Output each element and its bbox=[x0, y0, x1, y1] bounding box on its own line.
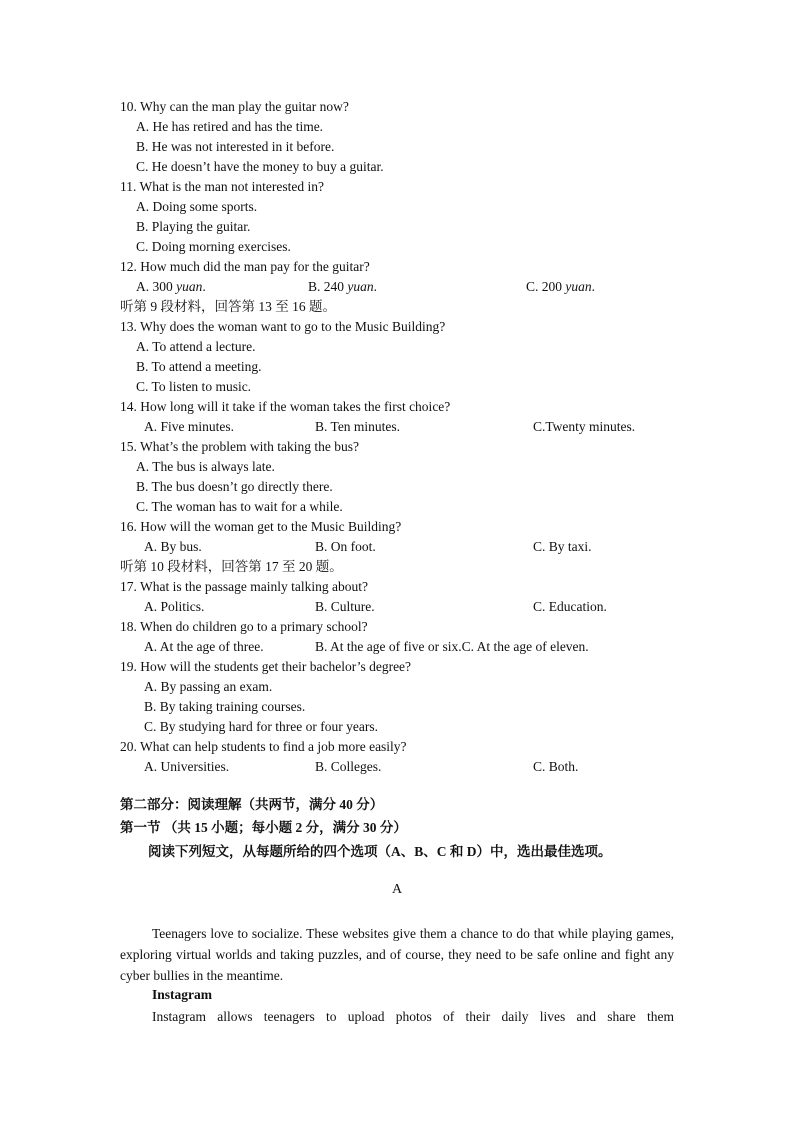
option-b: B. He was not interested in it before. bbox=[136, 139, 335, 154]
option-b: B. On foot. bbox=[315, 539, 376, 554]
question-15 bbox=[0, 437, 794, 457]
question-10 bbox=[0, 97, 794, 117]
option-a: A. 300 yuan. bbox=[136, 279, 206, 294]
option-row bbox=[0, 117, 794, 137]
question-17 bbox=[0, 577, 794, 597]
option-row bbox=[0, 237, 794, 257]
reading-instruction: 阅读下列短文，从每题所给的四个选项（A、B、C 和 D）中，选出最佳选项。 bbox=[148, 844, 612, 859]
option-b: B. Colleges. bbox=[315, 759, 382, 774]
option-row bbox=[0, 377, 794, 397]
question-stem: 10. Why can the man play the guitar now? bbox=[120, 99, 349, 114]
option-row bbox=[0, 497, 794, 517]
option-a: A. By passing an exam. bbox=[144, 679, 273, 694]
part-title: 第二部分：阅读理解（共两节，满分 40 分） bbox=[120, 797, 384, 812]
option-a: A. The bus is always late. bbox=[136, 459, 275, 474]
option-b: B. By taking training courses. bbox=[144, 699, 306, 714]
question-stem: 18. When do children go to a primary school? bbox=[120, 619, 368, 634]
option-row bbox=[0, 337, 794, 357]
passage-paragraph: Teenagers love to socialize. These websites give them a chance to do that while playing games, exploring virtual worlds and taking puzzles, and of course, they need to be safe online and fight any cyber bullies in the meantime. bbox=[120, 926, 674, 983]
option-c: C. By studying hard for three or four years. bbox=[144, 719, 378, 734]
option-row bbox=[0, 477, 794, 497]
option-b: B. The bus doesn’t go directly there. bbox=[136, 479, 333, 494]
option-c: C. The woman has to wait for a while. bbox=[136, 499, 343, 514]
option-row bbox=[0, 217, 794, 237]
option-b: B. 240 yuan. bbox=[308, 279, 378, 294]
option-b: B. Culture. bbox=[315, 599, 375, 614]
option-c: C. He doesn’t have the money to buy a guitar. bbox=[136, 159, 384, 174]
option-a: A. Universities. bbox=[144, 759, 230, 774]
question-stem: 13. Why does the woman want to go to the Music Building? bbox=[120, 319, 446, 334]
question-13 bbox=[0, 317, 794, 337]
question-stem: 17. What is the passage mainly talking about? bbox=[120, 579, 368, 594]
question-16 bbox=[0, 517, 794, 537]
section-title: 第一节 （共 15 小题；每小题 2 分，满分 30 分） bbox=[120, 820, 407, 835]
question-stem: 16. How will the woman get to the Music Building? bbox=[120, 519, 402, 534]
option-b: B. Ten minutes. bbox=[315, 419, 401, 434]
question-20 bbox=[0, 737, 794, 757]
option-row bbox=[0, 637, 794, 657]
section-instruction: 听第 10 段材料，回答第 17 至 20 题。 bbox=[120, 559, 343, 574]
option-c: C. By taxi. bbox=[533, 539, 592, 554]
option-c: C. To listen to music. bbox=[136, 379, 252, 394]
question-19 bbox=[0, 657, 794, 677]
option-a: A. By bus. bbox=[144, 539, 202, 554]
option-a: A. Doing some sports. bbox=[136, 199, 258, 214]
option-c: C. 200 yuan. bbox=[526, 279, 596, 294]
question-stem: 11. What is the man not interested in? bbox=[120, 179, 324, 194]
option-row bbox=[0, 457, 794, 477]
section-instruction: 听第 9 段材料，回答第 13 至 16 题。 bbox=[120, 299, 336, 314]
option-a: A. At the age of three. bbox=[144, 639, 264, 654]
question-11 bbox=[0, 177, 794, 197]
option-a: A. He has retired and has the time. bbox=[136, 119, 324, 134]
option-c: C. Education. bbox=[533, 599, 607, 614]
option-row bbox=[0, 357, 794, 377]
option-b: B. To attend a meeting. bbox=[136, 359, 262, 374]
option-row bbox=[0, 537, 794, 557]
question-stem: 19. How will the students get their bachelor’s degree? bbox=[120, 659, 412, 674]
question-18 bbox=[0, 617, 794, 637]
option-a: A. Politics. bbox=[144, 599, 205, 614]
option-row bbox=[0, 677, 794, 697]
question-stem: 20. What can help students to find a job more easily? bbox=[120, 739, 407, 754]
option-row bbox=[0, 277, 794, 297]
question-stem: 14. How long will it take if the woman takes the first choice? bbox=[120, 399, 451, 414]
option-row bbox=[0, 597, 794, 617]
question-stem: 15. What’s the problem with taking the bus? bbox=[120, 439, 359, 454]
option-b-c: B. At the age of five or six.C. At the age of eleven. bbox=[315, 639, 589, 654]
passage-paragraph: Instagram allows teenagers to upload photos of their daily lives and share them bbox=[152, 1009, 674, 1024]
option-row bbox=[0, 137, 794, 157]
question-12 bbox=[0, 257, 794, 277]
option-row bbox=[0, 417, 794, 437]
question-stem: 12. How much did the man pay for the guitar? bbox=[120, 259, 370, 274]
question-14 bbox=[0, 397, 794, 417]
option-c: C. Both. bbox=[533, 759, 579, 774]
option-row bbox=[0, 757, 794, 777]
option-row bbox=[0, 717, 794, 737]
option-a: A. Five minutes. bbox=[144, 419, 234, 434]
option-row bbox=[0, 197, 794, 217]
option-c: C. Doing morning exercises. bbox=[136, 239, 291, 254]
passage-subheading: Instagram bbox=[152, 987, 212, 1002]
option-a: A. To attend a lecture. bbox=[136, 339, 256, 354]
passage-label: A bbox=[391, 882, 403, 897]
option-c: C.Twenty minutes. bbox=[533, 419, 636, 434]
option-b: B. Playing the guitar. bbox=[136, 219, 251, 234]
option-row bbox=[0, 157, 794, 177]
option-row bbox=[0, 697, 794, 717]
